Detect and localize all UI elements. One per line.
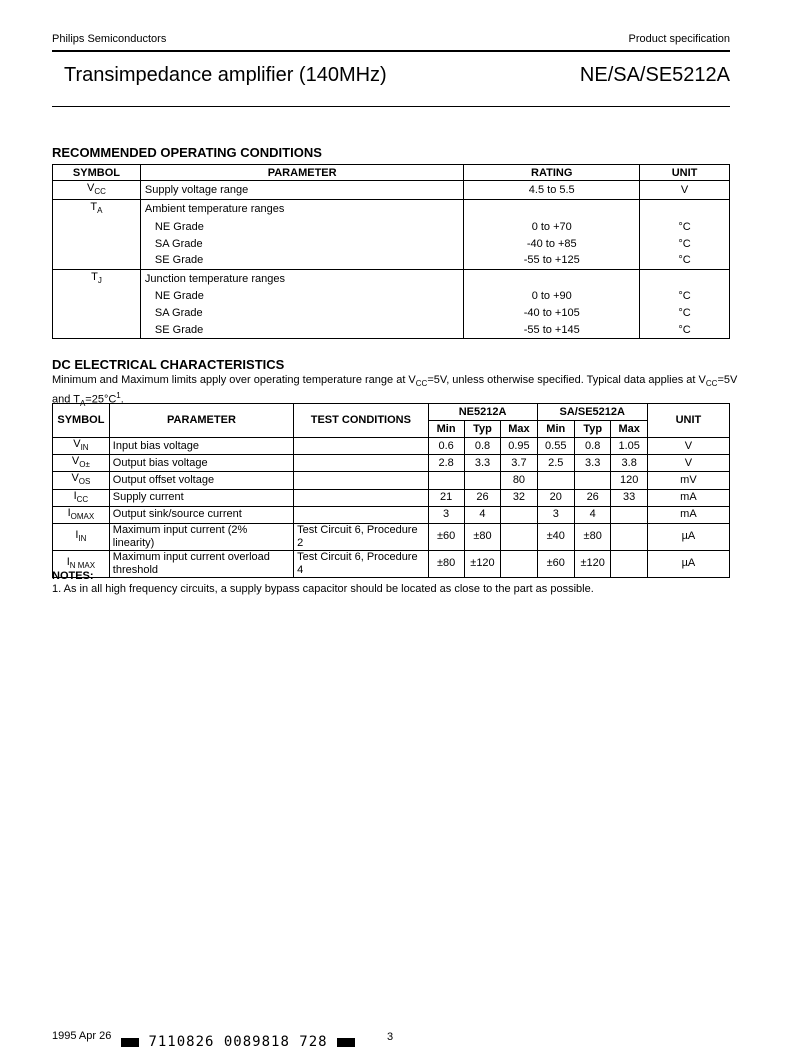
sa-typ-cell: ±80 xyxy=(574,523,611,550)
dc-header-min: Min xyxy=(537,421,574,438)
rating-cell: 0 to +70 xyxy=(464,218,640,235)
unit-cell: mV xyxy=(647,472,729,489)
unit-cell: °C xyxy=(640,252,730,269)
sa-max-cell xyxy=(611,550,647,577)
unit-cell xyxy=(640,269,730,288)
sa-min-cell: 2.5 xyxy=(537,455,574,472)
symbol-cell: $I_{CC}$ xyxy=(53,489,110,506)
parameter-cell: Output sink/source current xyxy=(109,506,293,523)
sa-typ-cell: 3.3 xyxy=(574,455,611,472)
table-row xyxy=(53,438,730,455)
table-row xyxy=(53,506,730,523)
rating-cell: -40 to +85 xyxy=(464,235,640,252)
dc-header-sase: SA/SE5212A xyxy=(537,404,647,421)
roc-table xyxy=(52,164,730,339)
page-title: Transimpedance amplifier (140MHz) xyxy=(64,64,387,86)
test-cell xyxy=(294,438,428,455)
test-cell xyxy=(294,506,428,523)
unit-cell: V xyxy=(647,438,729,455)
ne-max-cell xyxy=(501,550,537,577)
ne-typ-cell: 26 xyxy=(464,489,501,506)
dc-header-test: TEST CONDITIONS xyxy=(294,404,428,438)
symbol-cell xyxy=(53,218,141,235)
roc-header-parameter: PARAMETER xyxy=(140,165,463,181)
sa-max-cell: 3.8 xyxy=(611,455,647,472)
rating-cell xyxy=(464,269,640,288)
ne-typ-cell xyxy=(464,472,501,489)
sa-min-cell: ±40 xyxy=(537,523,574,550)
sa-min-cell: ±60 xyxy=(537,550,574,577)
symbol-cell: $V_{IN}$ xyxy=(53,438,110,455)
symbol-cell xyxy=(53,305,141,322)
table-row xyxy=(53,235,730,252)
unit-cell: V xyxy=(647,455,729,472)
dc-header-ne: NE5212A xyxy=(428,404,537,421)
symbol-cell: $I_{IN}$ xyxy=(53,523,110,550)
unit-cell: µA xyxy=(647,523,729,550)
rating-cell: 4.5 to 5.5 xyxy=(464,181,640,200)
doc-type: Product specification xyxy=(628,33,730,45)
barcode-text: 7110826 0089818 728 xyxy=(121,1034,355,1050)
table-row xyxy=(53,252,730,269)
symbol-cell xyxy=(53,288,141,305)
sa-typ-cell: 26 xyxy=(574,489,611,506)
parameter-cell: SA Grade xyxy=(140,305,463,322)
footer-date: 1995 Apr 26 xyxy=(52,1030,112,1042)
ne-typ-cell: 0.8 xyxy=(464,438,501,455)
ne-min-cell: 3 xyxy=(428,506,464,523)
ne-max-cell: 3.7 xyxy=(501,455,537,472)
ne-max-cell: 32 xyxy=(501,489,537,506)
dc-header-typ: Typ xyxy=(574,421,611,438)
ne-min-cell xyxy=(428,472,464,489)
dc-section-title: DC ELECTRICAL CHARACTERISTICS xyxy=(52,357,285,372)
symbol-cell: $T_J$ xyxy=(53,269,141,288)
rating-cell xyxy=(464,200,640,219)
rating-cell: -55 to +125 xyxy=(464,252,640,269)
dc-header-unit: UNIT xyxy=(647,404,729,438)
parameter-cell: Output offset voltage xyxy=(109,472,293,489)
symbol-cell: $I_{N MAX}$ xyxy=(53,550,110,577)
roc-section-title: RECOMMENDED OPERATING CONDITIONS xyxy=(52,145,322,160)
dc-conditions-note: Minimum and Maximum limits apply over operating temperature range at $V_{CC}=5V$, unless otherwise specified. Typical data applies at $V_{CC}=5V$ and $T_A=25^\circ C^1$. xyxy=(52,374,738,409)
dc-table xyxy=(52,403,730,578)
ne-max-cell: 0.95 xyxy=(501,438,537,455)
table-row xyxy=(53,218,730,235)
ne-min-cell: 2.8 xyxy=(428,455,464,472)
ne-min-cell: ±80 xyxy=(428,550,464,577)
sa-typ-cell xyxy=(574,472,611,489)
notes-title: NOTES: xyxy=(52,570,94,582)
sa-min-cell: 20 xyxy=(537,489,574,506)
table-row xyxy=(53,288,730,305)
unit-cell: °C xyxy=(640,288,730,305)
sa-typ-cell: 4 xyxy=(574,506,611,523)
dc-header-max: Max xyxy=(501,421,537,438)
symbol-cell: $I_{OMAX}$ xyxy=(53,506,110,523)
unit-cell: µA xyxy=(647,550,729,577)
sa-min-cell xyxy=(537,472,574,489)
table-row xyxy=(53,472,730,489)
ne-typ-cell: ±80 xyxy=(464,523,501,550)
table-row xyxy=(53,523,730,550)
parameter-cell: Maximum input current overload threshold xyxy=(109,550,293,577)
table-row xyxy=(53,200,730,219)
sa-max-cell: 33 xyxy=(611,489,647,506)
company-name: Philips Semiconductors xyxy=(52,33,167,45)
table-row xyxy=(53,181,730,200)
sa-max-cell xyxy=(611,506,647,523)
table-row xyxy=(53,550,730,577)
table-row xyxy=(53,455,730,472)
title-rule xyxy=(52,106,730,107)
unit-cell: mA xyxy=(647,506,729,523)
ne-max-cell: 80 xyxy=(501,472,537,489)
ne-min-cell: ±60 xyxy=(428,523,464,550)
roc-header-rating: RATING xyxy=(464,165,640,181)
unit-cell: °C xyxy=(640,322,730,339)
test-cell: Test Circuit 6, Procedure 4 xyxy=(294,550,428,577)
barcode-block-icon xyxy=(337,1038,355,1047)
symbol-cell: $T_A$ xyxy=(53,200,141,219)
parameter-cell: Maximum input current (2% linearity) xyxy=(109,523,293,550)
parameter-cell: Output bias voltage xyxy=(109,455,293,472)
parameter-cell: Ambient temperature ranges xyxy=(140,200,463,219)
table-row xyxy=(53,305,730,322)
parameter-cell: SA Grade xyxy=(140,235,463,252)
symbol-cell xyxy=(53,235,141,252)
sa-typ-cell: 0.8 xyxy=(574,438,611,455)
unit-cell: °C xyxy=(640,218,730,235)
roc-header-unit: UNIT xyxy=(640,165,730,181)
rating-cell: 0 to +90 xyxy=(464,288,640,305)
parameter-cell: NE Grade xyxy=(140,218,463,235)
symbol-cell xyxy=(53,252,141,269)
test-cell: Test Circuit 6, Procedure 2 xyxy=(294,523,428,550)
sa-min-cell: 0.55 xyxy=(537,438,574,455)
dc-header-typ: Typ xyxy=(464,421,501,438)
symbol-cell: $V_{OS}$ xyxy=(53,472,110,489)
sa-max-cell: 1.05 xyxy=(611,438,647,455)
dc-header-min: Min xyxy=(428,421,464,438)
sa-max-cell xyxy=(611,523,647,550)
parameter-cell: SE Grade xyxy=(140,252,463,269)
ne-max-cell xyxy=(501,523,537,550)
ne-max-cell xyxy=(501,506,537,523)
dc-header-max: Max xyxy=(611,421,647,438)
ne-min-cell: 21 xyxy=(428,489,464,506)
parameter-cell: Junction temperature ranges xyxy=(140,269,463,288)
rating-cell: -55 to +145 xyxy=(464,322,640,339)
test-cell xyxy=(294,472,428,489)
unit-cell: °C xyxy=(640,305,730,322)
barcode-block-icon xyxy=(121,1038,139,1047)
parameter-cell: Supply voltage range xyxy=(140,181,463,200)
unit-cell: °C xyxy=(640,235,730,252)
table-row xyxy=(53,269,730,288)
note-item: 1. As in all high frequency circuits, a supply bypass capacitor should be located as close to the part as possible. xyxy=(52,583,594,595)
roc-header-symbol: SYMBOL xyxy=(53,165,141,181)
unit-cell xyxy=(640,200,730,219)
sa-typ-cell: ±120 xyxy=(574,550,611,577)
part-number: NE/SA/SE5212A xyxy=(579,64,730,86)
sa-max-cell: 120 xyxy=(611,472,647,489)
ne-min-cell: 0.6 xyxy=(428,438,464,455)
parameter-cell: SE Grade xyxy=(140,322,463,339)
ne-typ-cell: ±120 xyxy=(464,550,501,577)
parameter-cell: Input bias voltage xyxy=(109,438,293,455)
test-cell xyxy=(294,455,428,472)
page-number: 3 xyxy=(387,1031,394,1043)
table-row xyxy=(53,489,730,506)
parameter-cell: Supply current xyxy=(109,489,293,506)
symbol-cell xyxy=(53,322,141,339)
unit-cell: mA xyxy=(647,489,729,506)
table-row xyxy=(53,322,730,339)
ne-typ-cell: 3.3 xyxy=(464,455,501,472)
rating-cell: -40 to +105 xyxy=(464,305,640,322)
dc-header-symbol: SYMBOL xyxy=(53,404,110,438)
sa-min-cell: 3 xyxy=(537,506,574,523)
test-cell xyxy=(294,489,428,506)
symbol-cell: $V_{O\pm}$ xyxy=(53,455,110,472)
unit-cell: V xyxy=(640,181,730,200)
ne-typ-cell: 4 xyxy=(464,506,501,523)
dc-header-parameter: PARAMETER xyxy=(109,404,293,438)
symbol-cell: $V_{CC}$ xyxy=(53,181,141,200)
parameter-cell: NE Grade xyxy=(140,288,463,305)
header-rule xyxy=(52,50,730,52)
